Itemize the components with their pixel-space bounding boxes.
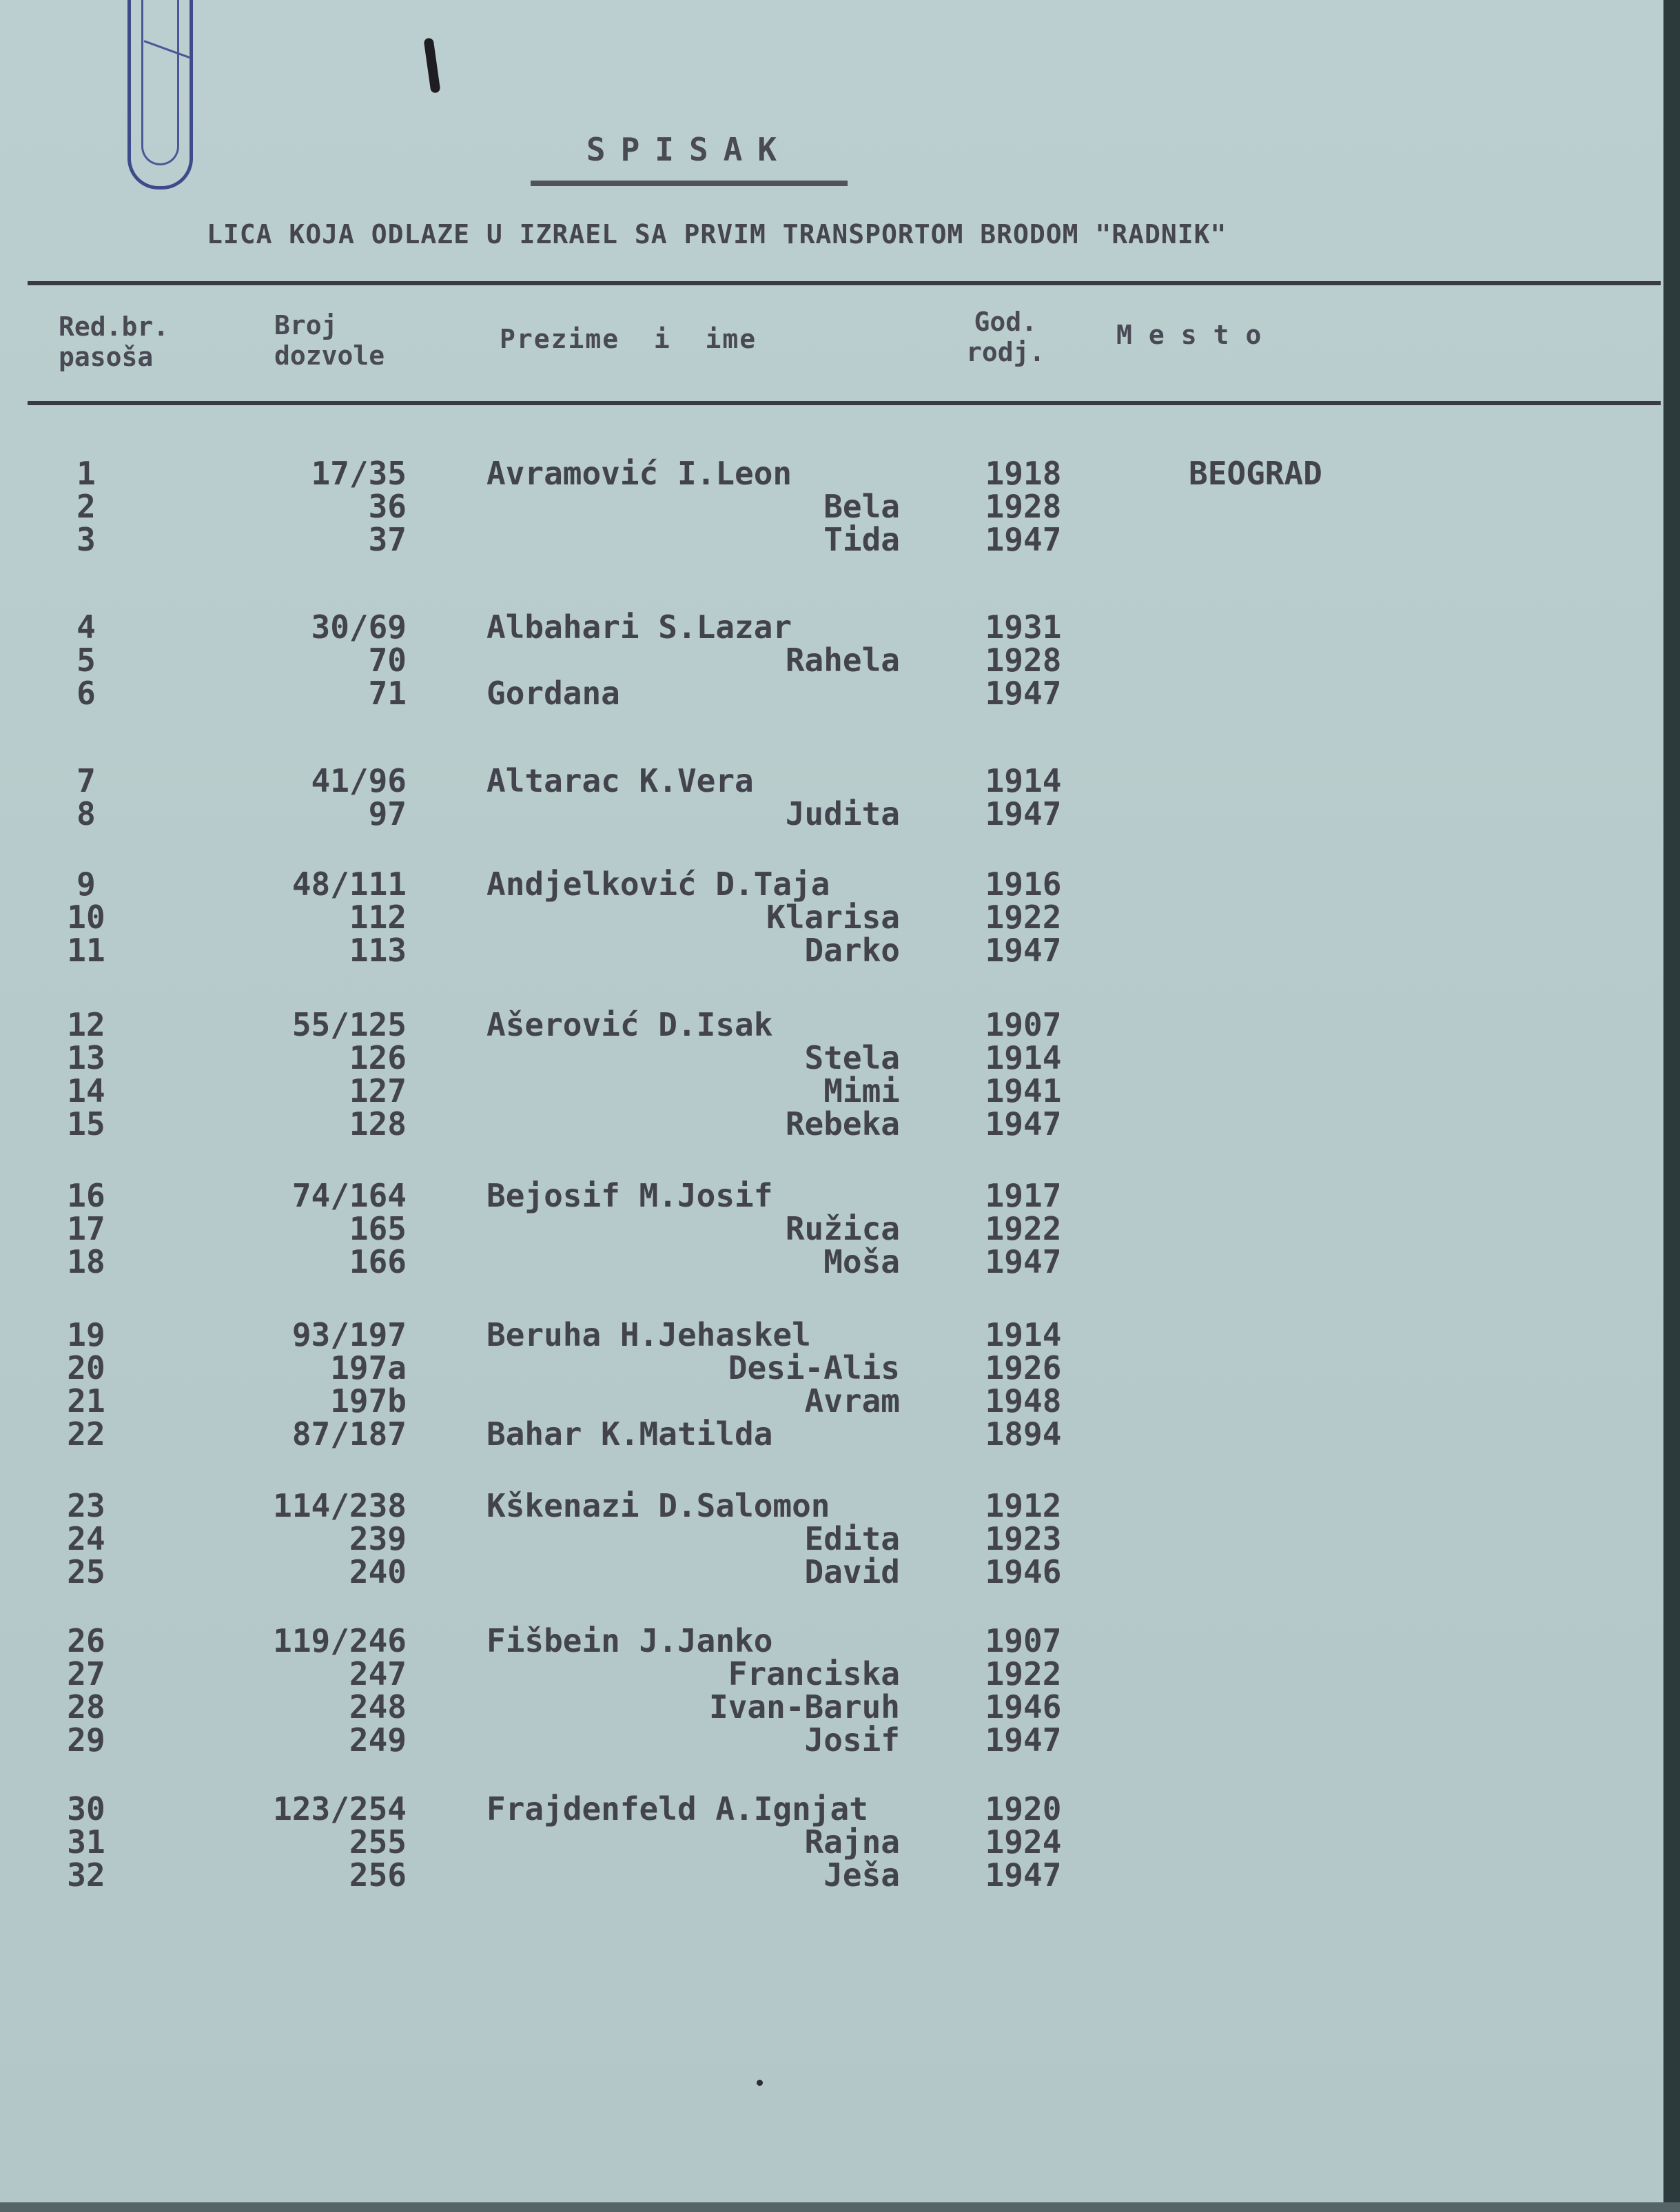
surname-cell: Avramović I.Leon — [486, 455, 792, 492]
table-row — [0, 1318, 1680, 1352]
paperclip-inner-icon — [141, 0, 179, 165]
table-row — [0, 900, 1680, 934]
given-name-cell: Ružica — [785, 1210, 900, 1247]
given-name-cell: Rahela — [785, 642, 900, 679]
table-row — [0, 1107, 1680, 1141]
table-row — [0, 610, 1680, 644]
permit-no-cell: 48/111 — [291, 866, 407, 903]
birth-year-cell: 1947 — [985, 1243, 1062, 1280]
passport-no-cell: 19 — [67, 1316, 105, 1353]
birth-year-cell: 1914 — [985, 1039, 1062, 1076]
birth-year-cell: 1946 — [985, 1553, 1062, 1590]
passport-no-cell: 26 — [67, 1622, 105, 1659]
birth-year-cell: 1947 — [985, 1105, 1062, 1143]
header-birth-year: God. rodj. — [966, 307, 1045, 367]
surname-cell: Gordana — [486, 675, 620, 712]
table-row — [0, 643, 1680, 677]
passport-no-cell: 9 — [76, 866, 96, 903]
permit-no-cell: 30/69 — [311, 608, 407, 646]
given-name-cell: Ivan-Baruh — [709, 1688, 900, 1725]
table-row — [0, 1417, 1680, 1451]
permit-no-cell: 128 — [349, 1105, 407, 1143]
table-row — [0, 1792, 1680, 1826]
passport-no-cell: 2 — [76, 488, 96, 525]
passport-no-cell: 21 — [67, 1382, 105, 1420]
surname-cell: Frajdenfeld A.Ignjat — [486, 1790, 868, 1827]
document-title: SPISAK — [586, 131, 792, 168]
permit-no-cell: 70 — [368, 642, 407, 679]
table-row — [0, 522, 1680, 557]
given-name-cell: Judita — [785, 795, 900, 832]
document-subtitle: LICA KOJA ODLAZE U IZRAEL SA PRVIM TRANSPORTOM BRODOM "RADNIK" — [207, 219, 1227, 249]
surname-cell: Albahari S.Lazar — [486, 608, 792, 646]
permit-no-cell: 113 — [349, 932, 407, 969]
table-row — [0, 1178, 1680, 1213]
passport-no-cell: 13 — [67, 1039, 105, 1076]
table-row — [0, 1825, 1680, 1859]
permit-no-cell: 166 — [349, 1243, 407, 1280]
passport-no-cell: 17 — [67, 1210, 105, 1247]
permit-no-cell: 127 — [349, 1072, 407, 1109]
surname-cell: Altarac K.Vera — [486, 762, 754, 799]
passport-no-cell: 20 — [67, 1349, 105, 1386]
header-permit-no: Broj dozvole — [274, 310, 385, 371]
table-row — [0, 1657, 1680, 1691]
passport-no-cell: 3 — [76, 521, 96, 558]
passport-no-cell: 32 — [67, 1856, 105, 1894]
table-row — [0, 764, 1680, 798]
table-row — [0, 933, 1680, 967]
passport-no-cell: 10 — [67, 899, 105, 936]
birth-year-cell: 1947 — [985, 795, 1062, 832]
given-name-cell: Moša — [823, 1243, 900, 1280]
birth-year-cell: 1917 — [985, 1177, 1062, 1214]
surname-cell: Fišbein J.Janko — [486, 1622, 773, 1659]
ink-dot — [757, 2080, 763, 2086]
permit-no-cell: 255 — [349, 1823, 407, 1861]
passport-no-cell: 24 — [67, 1520, 105, 1557]
passport-no-cell: 4 — [76, 608, 96, 646]
given-name-cell: Rajna — [804, 1823, 900, 1861]
permit-no-cell: 87/187 — [291, 1415, 407, 1453]
birth-year-cell: 1922 — [985, 1210, 1062, 1247]
birth-year-cell: 1947 — [985, 521, 1062, 558]
passport-no-cell: 6 — [76, 675, 96, 712]
permit-no-cell: 197b — [330, 1382, 407, 1420]
birth-year-cell: 1947 — [985, 1721, 1062, 1759]
ink-mark — [424, 37, 441, 93]
passport-no-cell: 27 — [67, 1655, 105, 1692]
given-name-cell: Avram — [804, 1382, 900, 1420]
header-place: Mesto — [1116, 320, 1278, 350]
surname-cell: Andjelković D.Taja — [486, 866, 830, 903]
birth-year-cell: 1922 — [985, 1655, 1062, 1692]
scan-edge-bottom — [0, 2202, 1680, 2212]
header-name: Prezime i ime — [500, 324, 757, 354]
passport-no-cell: 12 — [67, 1006, 105, 1043]
given-name-cell: Ješa — [823, 1856, 900, 1894]
table-row — [0, 1351, 1680, 1385]
table-row — [0, 1723, 1680, 1757]
surname-cell: Beruha H.Jehaskel — [486, 1316, 811, 1353]
given-name-cell: Klarisa — [766, 899, 900, 936]
permit-no-cell: 126 — [349, 1039, 407, 1076]
header-passport-no: Red.br. pasoša — [59, 311, 170, 372]
permit-no-cell: 256 — [349, 1856, 407, 1894]
given-name-cell: Darko — [804, 932, 900, 969]
given-name-cell: Stela — [804, 1039, 900, 1076]
birth-year-cell: 1928 — [985, 642, 1062, 679]
permit-no-cell: 114/238 — [273, 1487, 407, 1524]
place-cell: BEOGRAD — [1189, 455, 1322, 492]
passport-no-cell: 18 — [67, 1243, 105, 1280]
table-row — [0, 676, 1680, 710]
surname-cell: Bahar K.Matilda — [486, 1415, 773, 1453]
table-row — [0, 1488, 1680, 1523]
birth-year-cell: 1894 — [985, 1415, 1062, 1453]
given-name-cell: Edita — [804, 1520, 900, 1557]
table-row — [0, 1074, 1680, 1108]
birth-year-cell: 1907 — [985, 1622, 1062, 1659]
birth-year-cell: 1918 — [985, 455, 1062, 492]
passport-no-cell: 1 — [76, 455, 96, 492]
table-row — [0, 797, 1680, 831]
passport-no-cell: 11 — [67, 932, 105, 969]
table-row — [0, 1384, 1680, 1418]
birth-year-cell: 1922 — [985, 899, 1062, 936]
title-underline — [531, 181, 848, 186]
passport-no-cell: 22 — [67, 1415, 105, 1453]
passport-no-cell: 28 — [67, 1688, 105, 1725]
permit-no-cell: 55/125 — [291, 1006, 407, 1043]
table-row — [0, 1624, 1680, 1658]
table-row — [0, 456, 1680, 491]
passport-no-cell: 15 — [67, 1105, 105, 1143]
birth-year-cell: 1926 — [985, 1349, 1062, 1386]
birth-year-cell: 1924 — [985, 1823, 1062, 1861]
birth-year-cell: 1923 — [985, 1520, 1062, 1557]
permit-no-cell: 123/254 — [273, 1790, 407, 1827]
passport-no-cell: 8 — [76, 795, 96, 832]
birth-year-cell: 1920 — [985, 1790, 1062, 1827]
birth-year-cell: 1914 — [985, 1316, 1062, 1353]
passport-no-cell: 29 — [67, 1721, 105, 1759]
permit-no-cell: 37 — [368, 521, 407, 558]
table-row — [0, 1007, 1680, 1042]
surname-cell: Bejosif M.Josif — [486, 1177, 773, 1214]
permit-no-cell: 17/35 — [311, 455, 407, 492]
permit-no-cell: 165 — [349, 1210, 407, 1247]
table-row — [0, 489, 1680, 524]
permit-no-cell: 119/246 — [273, 1622, 407, 1659]
permit-no-cell: 239 — [349, 1520, 407, 1557]
passport-no-cell: 31 — [67, 1823, 105, 1861]
table-row — [0, 1041, 1680, 1075]
surname-cell: Ašerović D.Isak — [486, 1006, 773, 1043]
table-row — [0, 1245, 1680, 1279]
passport-no-cell: 25 — [67, 1553, 105, 1590]
passport-no-cell: 7 — [76, 762, 96, 799]
permit-no-cell: 71 — [368, 675, 407, 712]
permit-no-cell: 36 — [368, 488, 407, 525]
table-row — [0, 1555, 1680, 1589]
permit-no-cell: 247 — [349, 1655, 407, 1692]
given-name-cell: David — [804, 1553, 900, 1590]
given-name-cell: Franciska — [728, 1655, 900, 1692]
permit-no-cell: 112 — [349, 899, 407, 936]
passport-no-cell: 30 — [67, 1790, 105, 1827]
permit-no-cell: 197a — [330, 1349, 407, 1386]
surname-cell: Kškenazi D.Salomon — [486, 1487, 830, 1524]
passport-no-cell: 5 — [76, 642, 96, 679]
permit-no-cell: 240 — [349, 1553, 407, 1590]
permit-no-cell: 248 — [349, 1688, 407, 1725]
birth-year-cell: 1914 — [985, 762, 1062, 799]
given-name-cell: Desi-Alis — [728, 1349, 900, 1386]
given-name-cell: Mimi — [823, 1072, 900, 1109]
birth-year-cell: 1907 — [985, 1006, 1062, 1043]
permit-no-cell: 93/197 — [291, 1316, 407, 1353]
birth-year-cell: 1916 — [985, 866, 1062, 903]
birth-year-cell: 1947 — [985, 1856, 1062, 1894]
table-row — [0, 1858, 1680, 1892]
passport-no-cell: 23 — [67, 1487, 105, 1524]
passport-no-cell: 14 — [67, 1072, 105, 1109]
permit-no-cell: 249 — [349, 1721, 407, 1759]
header-top-rule — [28, 281, 1661, 285]
table-row — [0, 1211, 1680, 1246]
table-row — [0, 1522, 1680, 1556]
header-bottom-rule — [28, 401, 1661, 405]
permit-no-cell: 97 — [368, 795, 407, 832]
table-row — [0, 1690, 1680, 1724]
passport-no-cell: 16 — [67, 1177, 105, 1214]
birth-year-cell: 1941 — [985, 1072, 1062, 1109]
given-name-cell: Josif — [804, 1721, 900, 1759]
given-name-cell: Rebeka — [785, 1105, 900, 1143]
permit-no-cell: 41/96 — [311, 762, 407, 799]
given-name-cell: Bela — [823, 488, 900, 525]
table-row — [0, 867, 1680, 901]
permit-no-cell: 74/164 — [291, 1177, 407, 1214]
birth-year-cell: 1947 — [985, 675, 1062, 712]
birth-year-cell: 1947 — [985, 932, 1062, 969]
birth-year-cell: 1931 — [985, 608, 1062, 646]
birth-year-cell: 1946 — [985, 1688, 1062, 1725]
given-name-cell: Tida — [823, 521, 900, 558]
birth-year-cell: 1928 — [985, 488, 1062, 525]
birth-year-cell: 1948 — [985, 1382, 1062, 1420]
birth-year-cell: 1912 — [985, 1487, 1062, 1524]
